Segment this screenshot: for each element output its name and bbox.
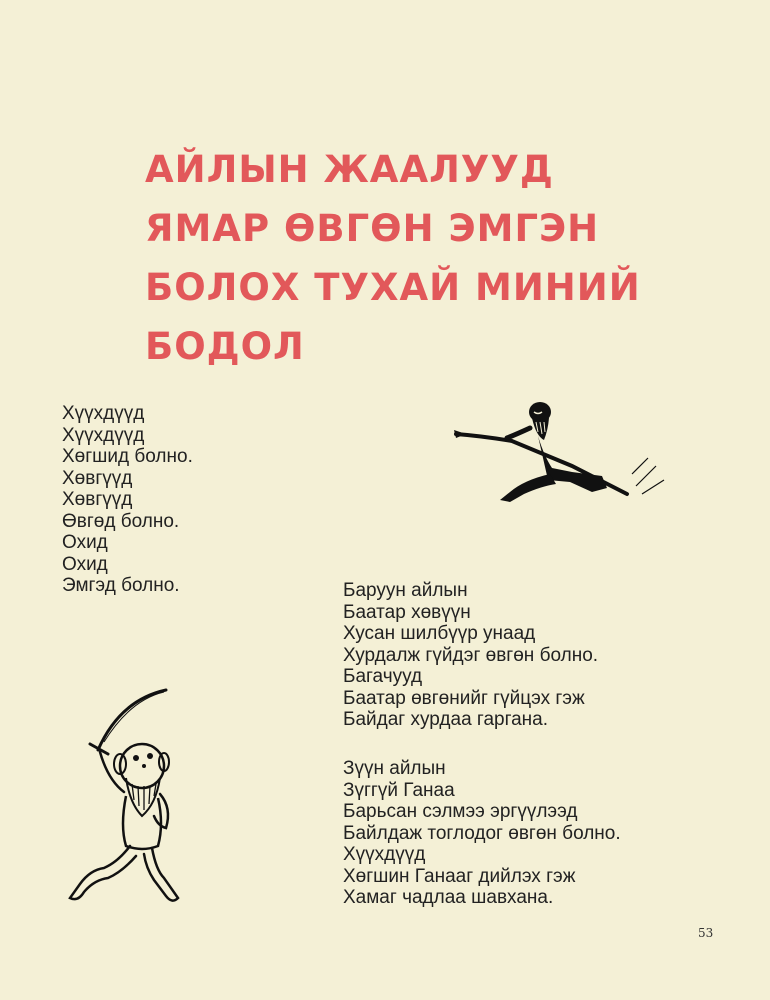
poem-line: Зүггүй Ганаа: [343, 779, 455, 801]
poem-line: Хүүхдүүд: [62, 403, 145, 424]
title-line: БОДОЛ: [145, 325, 305, 368]
page-title: [145, 140, 745, 376]
poem-line: Хөгшид болно.: [62, 446, 193, 467]
poem-line: Барьсан сэлмээ эргүүлээд: [343, 801, 578, 822]
page-number: 53: [698, 926, 714, 940]
poem-line: Хамаг чадлаа шавхана.: [343, 887, 554, 908]
poem-line: Баруун айлын: [343, 580, 468, 601]
poem-line: Хөгшин Ганааг дийлэх гэж: [343, 865, 576, 887]
poem-line: Эмгэд болно.: [62, 575, 180, 596]
poem-line: Байлдаж тоглодог өвгөн болно.: [343, 822, 621, 844]
poem-line: Баатар хөвүүн: [343, 601, 471, 623]
poem-stanza-left: [62, 403, 193, 597]
poem-line: Баатар өвгөнийг гүйцэх гэж: [343, 687, 585, 709]
title-line: БОЛОХ ТУХАЙ МИНИЙ: [145, 266, 641, 309]
poem-stanza-right-second: [343, 758, 621, 909]
poem-line: Өвгөд болно.: [62, 510, 180, 532]
poem-line: Хүүхдүүд: [62, 424, 145, 446]
title-line: АЙЛЫН ЖААЛУУД: [145, 148, 554, 191]
poem-line: Байдаг хурдаа гаргана.: [343, 709, 548, 730]
poem-line: Хурдалж гүйдэг өвгөн болно.: [343, 644, 599, 666]
poem-line: Охид: [62, 553, 108, 575]
title-line: ЯМАР ӨВГӨН ЭМГЭН: [145, 207, 600, 250]
poem-line: Охид: [62, 532, 108, 553]
old-man-riding-stick-drawing: [452, 396, 672, 511]
poem-line: Зүүн айлын: [343, 758, 446, 779]
poem-line: Хөвгүүд: [62, 489, 133, 510]
old-man-with-sword-drawing: [60, 686, 190, 911]
poem-line: Хусан шилбүүр унаад: [343, 623, 536, 644]
poem-stanza-right-first: [343, 580, 598, 731]
poem-line: Хүүхдүүд: [343, 844, 426, 865]
poem-line: Хөвгүүд: [62, 467, 133, 489]
poem-line: Багачууд: [343, 666, 423, 687]
